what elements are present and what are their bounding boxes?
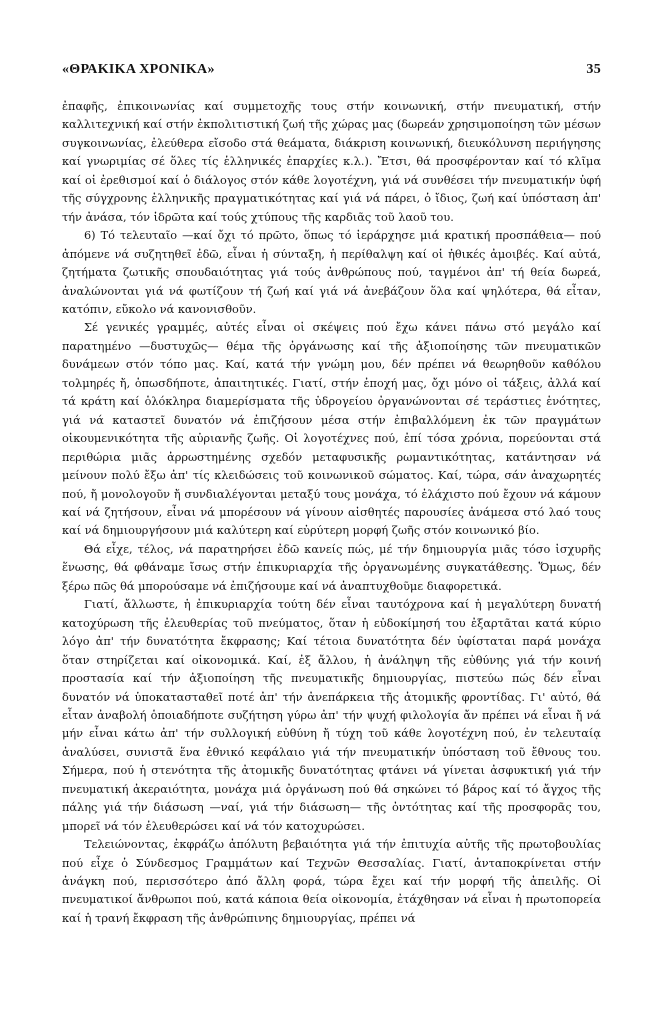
page-header bbox=[62, 62, 601, 78]
running-title: «ΘΡΑΚΙΚΑ ΧΡΟΝΙΚΑ» bbox=[62, 62, 215, 77]
paragraph: Σέ γενικές γραμμές, αὐτές εἶναι οἱ σκέψεις πού ἔχω κάνει πάνω στό μεγάλο καί παρατημένο —δυστυχῶς— θέμα τῆς ὀργάνωσης καί τῆς ἀξιοποίησης τῶν πνευματικῶν δυνάμεων στόν τόπο μας. Καί, κατά τήν γνώμη μου, δέν πρέπει νά θεωρηθοῦν καθόλου τολμηρές ἤ, ὁπωσδήποτε, ἀπαιτητικές. Γιατί, στήν ἐποχή μας, ὄχι μόνο οἱ τάξεις, ἀλλά καί τά κράτη καί ὁλόκληρα διαμερίσματα τῆς ὑδρογείου ὀργανώνονται σέ τεράστιες ἑνότητες, γιά νά καταστεῖ δυνατόν νά ἐπιζήσουν μέσα στήν ἐπιβαλλόμενη ἐκ τῶν πραγμάτων οἰκουμενικότητα τῆς αὐριανῆς ζωῆς. Οἱ λογοτέχνες πού, ἐπί τόσα χρόνια, πορεύονται στά περιθώρια μιᾶς ἀρρωστημένης σχεδόν μεταφυσικῆς ρωμαντικότητας, κατάντησαν νά μείνουν πολύ ἔξω ἀπ' τίς κλειδώσεις τοῦ κοινωνικοῦ σώματος. Καί, τώρα, σάν ἀναχωρητές πού, ἤ μονολογοῦν ἤ συνδιαλέγονται μεταξύ τους μονάχα, τό ἐλάχιστο πού ἔχουν νά κάμουν καί νά ζητήσουν, εἶναι νά μπορέσουν νά γίνουν αἰσθητές παρουσίες ἀνάμεσα στό λαό τους καί νά δημιουργήσουν μιά καλύτερη καί εὐρύτερη μορφή ζωῆς στόν κοινωνικό βίο. bbox=[62, 321, 601, 538]
paragraph: Τελειώνοντας, ἐκφράζω ἀπόλυτη βεβαιότητα γιά τήν ἐπιτυχία αὐτῆς τῆς πρωτοβουλίας πού εἶχε ὁ Σύνδεσμος Γραμμάτων καί Τεχνῶν Θεσσαλίας. Γιατί, ἀνταποκρίνεται στήν ἀνάγκη πού, περισσότερο ἀπό ἄλλη φορά, τώρα ἔχει καί τήν μορφή τῆς ἀπειλῆς. Οἱ πνευματικοί ἄνθρωποι πού, κατά κάποια θεία οἰκονομία, ἐτάχθησαν νά εἶναι ἡ πρωτοπορεία καί ἡ τρανή ἔκφραση τῆς ἀνθρώπινης δημιουργίας, πρέπει νά bbox=[62, 838, 601, 925]
paragraph: Γιατί, ἄλλωστε, ἡ ἐπικυριαρχία τούτη δέν εἶναι ταυτόχρονα καί ἡ μεγαλύτερη δυνατή κατοχύρωση τῆς ἐλευθερίας τοῦ πνεύματος, ὅταν ἡ εὐδοκίμησή του ἐξαρτᾶται κατά κύριο λόγο ἀπ' τήν δυνατότητα ἔκφρασης; Καί τέτοια δυνατότητα δέν ὑφίσταται παρά μονάχα ὅταν στηρίζεται καί οἰκονομικά. Καί, ἐξ ἄλλου, ἡ ἀνάληψη τῆς εὐθύνης γιά τήν κοινή προστασία καί τήν ἀξιοποίηση τῆς πνευματικῆς δημιουργίας, πιστεύω πώς δέν εἶναι δυνατόν νά ὑποκατασταθεῖ ποτέ ἀπ' τήν ἀνεπάρκεια τῆς ἀτομικῆς φροντίδας. Γι' αὐτό, θά εἶταν ἀναβολή ὁποιαδήποτε συζήτηση γύρω ἀπ' τήν ψυχή φιλολογία ἄν πρέπει νά εἶναι ἤ νά μήν εἶναι κάτω ἀπ' τήν συλλογική εὐθύνη ἤ τύχη τοῦ κάθε λογοτέχνη πού, ἐν τελευταίᾳ ἀναλύσει, συνιστᾶ ἕνα ἐθνικό κεφάλαιο γιά τήν πνευματικήν ὑπόσταση τοῦ ἔθνους του. Σήμερα, πού ἡ στενότητα τῆς ἀτομικῆς δυνατότητας φτάνει νά γίνεται ἀσφυκτική γιά τήν πνευματική ἀκεραιότητα, μονάχα μιά ὀργάνωση πού θά σηκώνει τό βάρος καί τό ἄγχος τῆς πάλης γιά τήν διάσωση —ναί, γιά τήν διάσωση— τῆς ὀντότητας καί τῆς προσφορᾶς του, μπορεῖ νά τόν ἐλευθερώσει καί νά τόν κατοχυρώσει. bbox=[62, 598, 601, 833]
paragraph: Θά εἶχε, τέλος, νά παρατηρήσει ἐδῶ κανείς πώς, μέ τήν δημιουργία μιᾶς τόσο ἰσχυρῆς ἕνωσης, θά φθάναμε ἴσως στήν ἐπικυριαρχία τῆς ὀργανωμένης συγκατάθεσης. Ὅμως, δέν ξέρω πῶς θά μπορούσαμε νά ἐπιζήσουμε καί νά ἀναπτυχθοῦμε διαφορετικά. bbox=[62, 542, 601, 593]
page-number: 35 bbox=[586, 62, 601, 77]
paragraph: 6) Τό τελευταῖο —καί ὄχι τό πρῶτο, ὅπως τό ἱεράρχησε μιά κρατική προσπάθεια— πού ἀπόμενε νά συζητηθεῖ ἐδῶ, εἶναι ἡ σύνταξη, ἡ περίθαλψη καί οἱ ἠθικές ἀμοιβές. Καί αὐτά, ζητήματα ζωτικῆς σπουδαιότητας γιά τούς ἀνθρώπους πού, ταγμένοι ἀπ' τή θεία δωρεά, ἀναλώνονται γιά νά φωτίζουν τή ζωή καί γιά νά ἀνεβάζουν ὅλα καί ψηλότερα, θά εἶταν, κατόπιν, εὔκολο νά κανονισθοῦν. bbox=[62, 229, 601, 316]
paragraph: ἐπαφῆς, ἐπικοινωνίας καί συμμετοχῆς τους στήν κοινωνική, στήν πνευματική, στήν καλλιτεχνική καί στήν ἐκπολιτιστική ζωή τῆς χώρας μας (δωρεάν χρησιμοποίηση τῶν μέσων συγκοινωνίας, ἐλεύθερα εἴσοδο στά θεάματα, διάκριση κοινωνική, διευκόλυνση περιήγησης καί γνωριμίας σέ ὅλες τίς ἑλληνικές ἐπαρχίες κ.λ.). Ἔτσι, θά προσφέρονταν καί τό κλῖμα καί οἱ ἐρεθισμοί καί ὁ διάλογος στόν κάθε λογοτέχνη, γιά νά συνθέσει τήν πνευματικήν ὑφή τῆς σύγχρονης ἑλληνικῆς πραγματικότητας καί γιά νά πάρει, ὁ ἴδιος, ζωή καί ὑπόσταση ἀπ' τήν ἀνάσα, τόν ἱδρῶτα καί τούς χτύπους τῆς καρδιᾶς τοῦ λαοῦ του. bbox=[62, 100, 601, 224]
body-text bbox=[62, 98, 601, 928]
